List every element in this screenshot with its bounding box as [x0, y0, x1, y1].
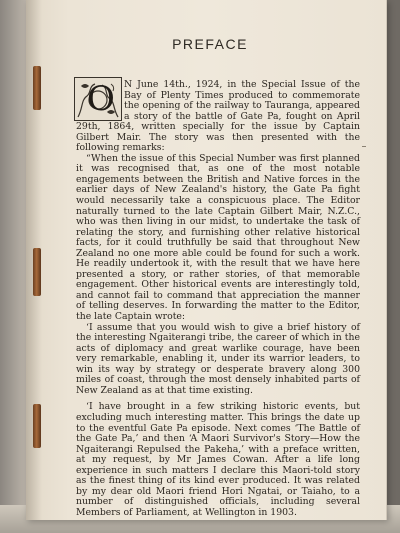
staple-icon: [33, 404, 41, 448]
drop-cap-letter: O: [87, 79, 115, 119]
paragraph: N June 14th., 1924, in the Special Issue of the Bay of Plenty Times produced to commemorate the opening of the railway to Tauranga, appeared a story of the battle of Gate Pa, fought on April 29th, 1864, written specially for the issue by Captain Gilbert Mair. The story was then presented with the following remarks:: [76, 79, 360, 154]
paragraph: ‘I assume that you would wish to give a brief history of the interesting Ngaiterangi tribe, the career of which in the acts of diplomacy and great warlike courage, have been very remarkable, enabling it, under its warrior leaders, to win its way by strategy or desperate bravery along 300 miles of coast, through the most densely inhabited parts of New Zealand as at that time existing.: [76, 321, 360, 396]
preface-body: [76, 80, 360, 518]
staple-icon: [33, 66, 41, 110]
paragraph: “When the issue of this Special Number was first planned it was recognised that, as one of the most notable engagements between the British and Native forces in the earlier days of New Zealand's history, the Gate Pa fight would necessarily take a conspicuous place. The Editor naturally turned to the late Captain Gilbert Mair, N.Z.C., who was then living in our midst, to undertake the task of relating the story, and furnishing other relative historical facts, for it could truthfully be said that throughout New Zealand no one more able could be found for such a work. He readily undertook it, with the result that we have here presented a story, or rather stories, of that memorable engagement. Other historical events are interestingly told, and cannot fail to command that appreciation the manner of telling deserves. In forwarding the matter to the Editor, the late Captain wrote:: [76, 152, 360, 323]
paragraph: ‘I have brought in a few striking historic events, but excluding much interesting matter. This brings the date up to the eventful Gate Pa episode. Next comes ‘The Battle of the Gate Pa,’ and then ‘A Maori Survivor's Story—How the Ngaiterangi Repulsed the Pakeha,’ with a preface written, at my request, by Mr James Cowan. After a life long experience in such matters I declare this Maori-told story as the finest thing of its kind ever produced. It was related by my dear old Maori friend Hori Ngatai, or Taiaho, to a number of distinguished officials, including several Members of Parliament, at Wellington in 1903.: [76, 401, 360, 518]
staple-icon: [33, 248, 41, 296]
page-title: PREFACE: [172, 36, 248, 52]
margin-mark: [362, 146, 366, 147]
